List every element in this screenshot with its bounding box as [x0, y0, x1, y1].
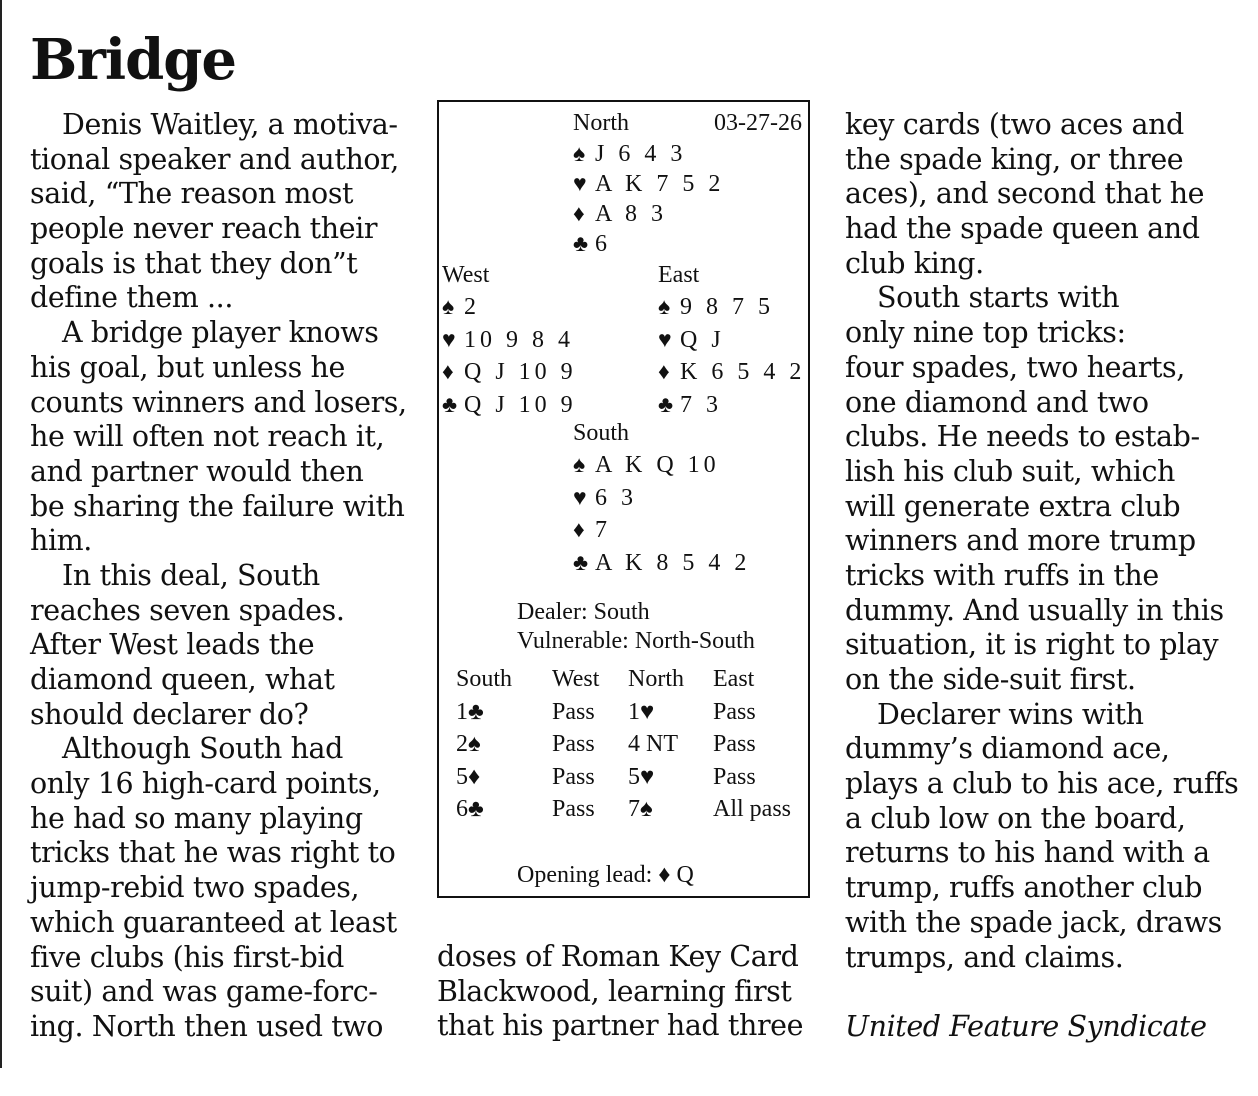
text-line: plays a club to his ace, ruffs	[845, 767, 1239, 801]
opening-lead-label: Opening lead:	[517, 862, 653, 888]
east-clubs: 7 3	[680, 392, 722, 418]
diamond-icon: ♦	[573, 517, 589, 542]
bid-cell: Pass	[713, 731, 756, 757]
bidding-header: East	[713, 666, 755, 692]
text-line: which guaranteed at least	[30, 905, 397, 939]
text-line: suit) and was game-forc-	[30, 975, 378, 1009]
west-clubs: Q J 10 9	[464, 392, 577, 418]
heart-icon: ♥	[442, 327, 460, 352]
north-clubs: 6	[595, 231, 611, 257]
north-hearts: A K 7 5 2	[595, 171, 725, 197]
text-line: four spades, two hearts,	[845, 350, 1185, 384]
text-line: trump, ruffs another club	[845, 871, 1203, 905]
bidding-header: North	[628, 666, 684, 692]
diamond-icon: ♦	[658, 359, 674, 384]
south-diamonds: 7	[595, 517, 611, 543]
north-spades: J 6 4 3	[595, 141, 687, 167]
text-line: doses of Roman Key Card	[437, 940, 799, 973]
syndicate-credit: United Feature Syndicate	[845, 1009, 1207, 1043]
west-diamonds: Q J 10 9	[464, 359, 577, 385]
bid-cell: Pass	[552, 731, 595, 757]
south-hearts: 6 3	[595, 485, 637, 511]
text-line: he had so many playing	[30, 801, 363, 835]
deal-date: 03-27-26	[714, 110, 802, 136]
text-line: clubs. He needs to estab-	[845, 420, 1200, 454]
diamond-icon: ♦	[442, 359, 458, 384]
text-line: on the side-suit first.	[845, 663, 1136, 696]
text-line: Although South had	[62, 732, 343, 766]
bid-cell: 1♥	[628, 699, 655, 725]
heart-icon: ♥	[658, 327, 676, 352]
club-icon: ♣	[573, 231, 593, 256]
text-line: lish his club suit, which	[845, 454, 1176, 488]
club-icon: ♣	[658, 392, 678, 417]
bid-cell: Pass	[713, 764, 756, 790]
bid-cell: Pass	[713, 699, 756, 725]
north-diamonds: A 8 3	[595, 201, 668, 227]
bid-cell: 2♠	[456, 731, 481, 757]
bid-cell: 5♦	[456, 764, 481, 790]
text-line: reaches seven spades.	[30, 593, 345, 627]
text-column-3	[845, 108, 1238, 1045]
text-line: people never reach their	[30, 212, 378, 246]
spade-icon: ♠	[442, 294, 459, 319]
text-line: that his partner had three	[437, 1009, 804, 1043]
spade-icon: ♠	[573, 141, 590, 166]
text-line: returns to his hand with a	[845, 836, 1210, 870]
text-line: club king.	[845, 246, 984, 280]
text-line: trumps, and claims.	[845, 940, 1124, 974]
text-line: Declarer wins with	[877, 697, 1144, 731]
text-line: his goal, but unless he	[30, 350, 345, 384]
vulnerable-text: Vulnerable: North-South	[517, 628, 755, 654]
bid-cell: Pass	[552, 796, 595, 822]
bid-cell: 1♣	[456, 699, 484, 725]
club-icon: ♣	[573, 550, 593, 575]
text-line: A bridge player knows	[62, 316, 379, 350]
heart-icon: ♥	[573, 171, 591, 196]
bid-cell: 4 NT	[628, 731, 678, 757]
text-line: In this deal, South	[62, 558, 320, 592]
west-spades: 2	[464, 294, 480, 320]
text-line	[845, 975, 1238, 1010]
text-line: dummy’s diamond ace,	[845, 732, 1170, 766]
bidding-header: West	[552, 666, 600, 692]
text-column-2	[437, 940, 803, 1044]
column-title: Bridge	[30, 27, 237, 93]
text-line: him.	[30, 524, 92, 558]
text-line: with the spade jack, draws	[845, 905, 1222, 939]
text-line: only nine top tricks:	[845, 316, 1126, 350]
east-label: East	[658, 262, 700, 288]
text-line: South starts with	[877, 281, 1120, 315]
bid-cell: 6♣	[456, 796, 484, 822]
text-line: tricks that he was right to	[30, 836, 396, 870]
east-diamonds: K 6 5 4 2	[680, 359, 806, 385]
east-hearts: Q J	[680, 327, 725, 353]
left-border-rule	[0, 0, 2, 1068]
text-line: ing. North then used two	[30, 1009, 384, 1043]
text-line: be sharing the failure with	[30, 489, 405, 523]
diamond-icon: ♦	[573, 201, 589, 226]
bidding-header: South	[456, 666, 513, 692]
text-line: five clubs (his first-bid	[30, 940, 344, 974]
text-line: will generate extra club	[845, 489, 1181, 523]
club-icon: ♣	[442, 392, 462, 417]
text-line: and partner would then	[30, 454, 364, 488]
text-line: aces), and second that he	[845, 177, 1205, 211]
text-line: situation, it is right to play	[845, 628, 1219, 662]
bid-cell: 7♠	[628, 796, 653, 822]
opening-lead-card: ♦ Q	[658, 862, 694, 888]
text-line: key cards (two aces and	[845, 108, 1184, 141]
text-line: winners and more trump	[845, 524, 1196, 558]
text-line: he will often not reach it,	[30, 420, 385, 454]
text-line: dummy. And usually in this	[845, 593, 1224, 627]
north-label: North	[573, 110, 629, 136]
text-line: one diamond and two	[845, 385, 1149, 419]
dealer-text: Dealer: South	[517, 599, 650, 625]
spade-icon: ♠	[573, 452, 590, 477]
west-hearts: 10 9 8 4	[464, 327, 574, 353]
text-line: counts winners and losers,	[30, 385, 407, 419]
bridge-deal-diagram	[437, 100, 810, 898]
south-spades: A K Q 10	[595, 452, 720, 478]
text-line: only 16 high-card points,	[30, 767, 381, 801]
south-clubs: A K 8 5 4 2	[595, 550, 751, 576]
text-line: Blackwood, learning first	[437, 974, 792, 1008]
bid-cell: 5♥	[628, 764, 655, 790]
text-line: jump-rebid two spades,	[30, 871, 360, 905]
text-line: had the spade queen and	[845, 212, 1200, 246]
spade-icon: ♠	[658, 294, 675, 319]
heart-icon: ♥	[573, 485, 591, 510]
text-line: Denis Waitley, a motiva-	[62, 108, 398, 141]
text-line: the spade king, or three	[845, 142, 1184, 176]
text-column-1	[30, 108, 407, 1045]
text-line: should declarer do?	[30, 697, 309, 731]
text-line: define them ...	[30, 281, 233, 315]
text-line: tional speaker and author,	[30, 142, 399, 176]
text-line: said, “The reason most	[30, 177, 354, 211]
text-line: After West leads the	[30, 628, 315, 662]
text-line: goals is that they don”t	[30, 246, 358, 280]
text-line: a club low on the board,	[845, 801, 1186, 835]
opening-lead	[517, 862, 694, 888]
text-line: tricks with ruffs in the	[845, 558, 1159, 592]
bid-cell: Pass	[552, 764, 595, 790]
bid-cell: Pass	[552, 699, 595, 725]
text-line: diamond queen, what	[30, 663, 335, 696]
east-spades: 9 8 7 5	[680, 294, 774, 320]
south-label: South	[573, 420, 630, 446]
west-label: West	[442, 262, 490, 288]
bid-cell: All pass	[713, 796, 791, 822]
